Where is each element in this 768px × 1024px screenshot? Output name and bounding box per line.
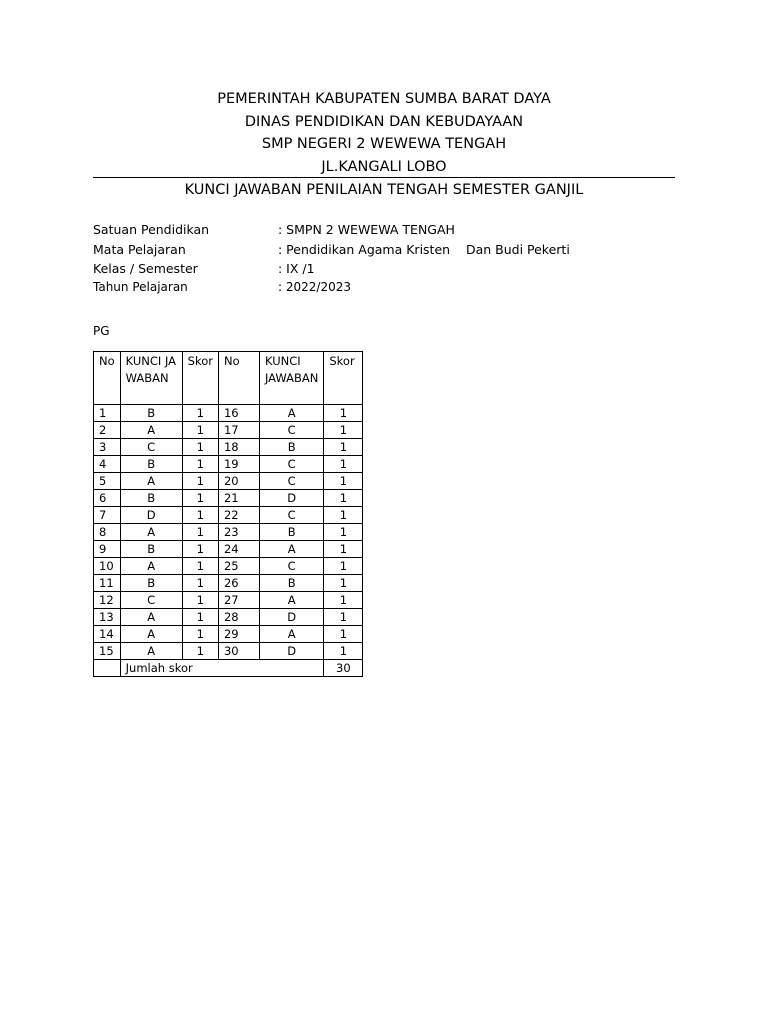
score: 1 (324, 405, 363, 422)
table-row (94, 405, 363, 422)
question-number: 13 (94, 609, 121, 626)
header-no: No (218, 352, 259, 405)
question-number: 25 (218, 558, 259, 575)
table-row (94, 558, 363, 575)
answer-key: C (259, 473, 323, 490)
answer-key: D (120, 507, 182, 524)
info-label: Kelas / Semester (93, 261, 198, 276)
table-row (94, 524, 363, 541)
table-row (94, 643, 363, 660)
score: 1 (182, 575, 218, 592)
table-row (94, 609, 363, 626)
answer-key: A (120, 609, 182, 626)
answer-key: C (259, 507, 323, 524)
question-number: 23 (218, 524, 259, 541)
letterhead (93, 88, 675, 178)
question-number: 5 (94, 473, 121, 490)
question-number: 26 (218, 575, 259, 592)
table-row (94, 422, 363, 439)
answer-key: B (259, 439, 323, 456)
score: 1 (324, 558, 363, 575)
answer-key-table (93, 351, 363, 677)
letterhead-school: SMP NEGERI 2 WEWEWA TENGAH (261, 136, 507, 152)
question-number: 24 (218, 541, 259, 558)
total-label: Jumlah skor (120, 660, 324, 677)
answer-key: B (259, 575, 323, 592)
score: 1 (324, 575, 363, 592)
total-value: 30 (324, 660, 363, 677)
answer-key: C (259, 558, 323, 575)
score: 1 (324, 456, 363, 473)
question-number: 21 (218, 490, 259, 507)
answer-key: D (259, 643, 323, 660)
info-label: Mata Pelajaran (93, 241, 186, 257)
table-row (94, 575, 363, 592)
table-row (94, 439, 363, 456)
question-number: 3 (94, 439, 121, 456)
question-number: 10 (94, 558, 121, 575)
answer-key: A (259, 405, 323, 422)
score: 1 (182, 626, 218, 643)
header-answer-key: KUNCI JAWABAN (120, 352, 182, 405)
table-row (94, 507, 363, 524)
score: 1 (182, 490, 218, 507)
document-title: KUNCI JAWABAN PENILAIAN TENGAH SEMESTER GANJIL (184, 182, 584, 198)
header-divider (93, 177, 675, 178)
question-number: 4 (94, 456, 121, 473)
question-number: 19 (218, 456, 259, 473)
answer-key: C (120, 439, 182, 456)
score: 1 (182, 405, 218, 422)
question-number: 15 (94, 643, 121, 660)
header-no: No (94, 352, 121, 405)
score: 1 (324, 643, 363, 660)
question-number: 16 (218, 405, 259, 422)
answer-key: A (259, 541, 323, 558)
score: 1 (324, 541, 363, 558)
question-number: 7 (94, 507, 121, 524)
question-number: 12 (94, 592, 121, 609)
score: 1 (324, 609, 363, 626)
score: 1 (182, 643, 218, 660)
section-label: PG (93, 324, 110, 338)
answer-key: B (259, 524, 323, 541)
score: 1 (324, 524, 363, 541)
score: 1 (182, 524, 218, 541)
question-number: 17 (218, 422, 259, 439)
info-value: : SMPN 2 WEWEWA TENGAH (278, 222, 455, 237)
question-number: 30 (218, 643, 259, 660)
answer-key: A (259, 592, 323, 609)
question-number: 20 (218, 473, 259, 490)
total-row (94, 660, 363, 677)
score: 1 (324, 592, 363, 609)
table-header-row (94, 352, 363, 405)
question-number: 22 (218, 507, 259, 524)
score: 1 (182, 507, 218, 524)
table-row (94, 541, 363, 558)
question-number: 2 (94, 422, 121, 439)
total-spacer (94, 660, 121, 677)
score: 1 (182, 439, 218, 456)
letterhead-department: DINAS PENDIDIKAN DAN KEBUDAYAAN (244, 113, 524, 130)
header-score: Skor (324, 352, 363, 405)
score: 1 (182, 422, 218, 439)
score: 1 (182, 592, 218, 609)
question-number: 14 (94, 626, 121, 643)
header-score: Skor (182, 352, 218, 405)
letterhead-address: JL.KANGALI LOBO (321, 158, 447, 175)
answer-key: A (120, 422, 182, 439)
question-number: 1 (94, 405, 121, 422)
score: 1 (182, 456, 218, 473)
score: 1 (324, 422, 363, 439)
table-row (94, 473, 363, 490)
table-row (94, 626, 363, 643)
table-row (94, 592, 363, 609)
answer-key: B (120, 541, 182, 558)
score: 1 (182, 473, 218, 490)
info-label: Tahun Pelajaran (93, 279, 188, 294)
letterhead-government: PEMERINTAH KABUPATEN SUMBA BARAT DAYA (217, 91, 551, 107)
answer-key: B (120, 575, 182, 592)
answer-key: B (120, 405, 182, 422)
answer-key: B (120, 490, 182, 507)
answer-key: C (259, 422, 323, 439)
score: 1 (324, 507, 363, 524)
question-number: 29 (218, 626, 259, 643)
answer-key: A (120, 643, 182, 660)
answer-key: D (259, 609, 323, 626)
score: 1 (324, 473, 363, 490)
score: 1 (182, 558, 218, 575)
score: 1 (324, 626, 363, 643)
score: 1 (324, 490, 363, 507)
question-number: 11 (94, 575, 121, 592)
question-number: 6 (94, 490, 121, 507)
score: 1 (324, 439, 363, 456)
header-answer-key: KUNCI JAWABAN (259, 352, 323, 405)
info-value: : 2022/2023 (278, 279, 351, 294)
question-number: 18 (218, 439, 259, 456)
table-row (94, 456, 363, 473)
answer-key: A (259, 626, 323, 643)
question-number: 27 (218, 592, 259, 609)
info-value: : Pendidikan Agama Kristen Dan Budi Pekerti (278, 241, 570, 257)
answer-key: A (120, 626, 182, 643)
answer-key: A (120, 558, 182, 575)
question-number: 28 (218, 609, 259, 626)
table-row (94, 490, 363, 507)
answer-key: C (259, 456, 323, 473)
answer-key: A (120, 524, 182, 541)
question-number: 9 (94, 541, 121, 558)
answer-key: D (259, 490, 323, 507)
score: 1 (182, 541, 218, 558)
score: 1 (182, 609, 218, 626)
answer-key: A (120, 473, 182, 490)
answer-key: B (120, 456, 182, 473)
info-value: : IX /1 (278, 261, 315, 276)
answer-key: C (120, 592, 182, 609)
info-label: Satuan Pendidikan (93, 222, 210, 237)
question-number: 8 (94, 524, 121, 541)
